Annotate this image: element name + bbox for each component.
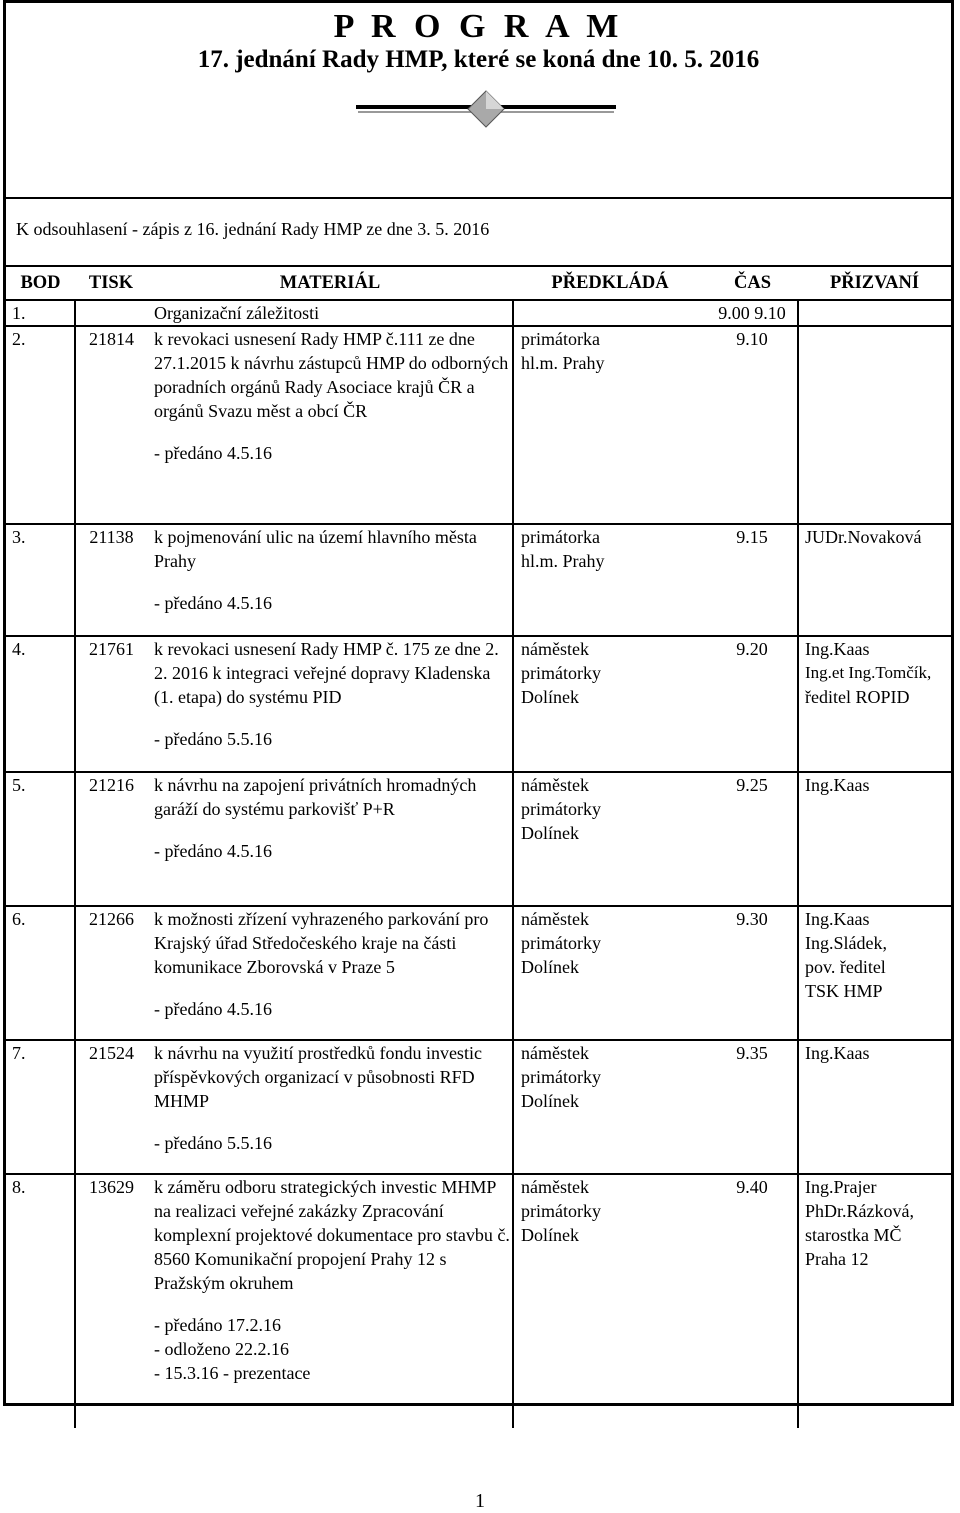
program-frame (3, 0, 954, 1406)
row-presenter: náměstek (521, 1177, 589, 1197)
row-presenter-org: primátorky (521, 1067, 601, 1087)
row-cas: 9.35 (707, 1040, 798, 1174)
row-invited: Ing.Prajer (805, 1177, 877, 1197)
row-handover-note: - předáno 5.5.16 (154, 729, 272, 749)
row-bod: 8. (6, 1174, 75, 1428)
row-cas: 9.15 (707, 524, 798, 636)
divider-ornament-icon (351, 89, 621, 133)
row-bod: 2. (6, 326, 75, 524)
row-invited-4: Praha 12 (805, 1249, 869, 1269)
row-material: k možnosti zřízení vyhrazeného parkování pro Krajský úřad Středočeského kraje na části komunikace Zborovská v Praze 5 (154, 909, 489, 977)
row-handover-note: - předáno 4.5.16 (154, 443, 272, 463)
row-tisk: 21814 (75, 326, 147, 524)
row-tisk: 21216 (75, 772, 147, 906)
row-material: k pojmenování ulic na území hlavního města Prahy (154, 527, 477, 571)
row-material: k záměru odboru strategických investic MHMP na realizaci veřejné zakázky Zpracování komplexní projektové dokumentace pro stavbu č. 8560 Komunikační propojení Prahy 12 s Pražským okruhem (154, 1177, 510, 1293)
program-table (6, 265, 951, 1428)
page-number: 1 (475, 1490, 485, 1512)
row-invited-2: Ing.Sládek, (805, 933, 887, 953)
row-presenter-name: Dolínek (521, 1091, 579, 1111)
row-invited-3: starostka MČ (805, 1225, 902, 1245)
table-row (6, 524, 951, 636)
row-presenter: primátorka (521, 329, 600, 349)
row-presenter: primátorka (521, 527, 600, 547)
row-tisk: 13629 (75, 1174, 147, 1428)
row-bod: 3. (6, 524, 75, 636)
row-tisk: 21138 (75, 524, 147, 636)
table-row (6, 300, 951, 326)
col-header-bod: BOD (6, 266, 75, 300)
table-row (6, 772, 951, 906)
row-material: k návrhu na využití prostředků fondu investic příspěvkových organizací v působnosti RFD MHMP (154, 1043, 482, 1111)
row-bod: 5. (6, 772, 75, 906)
row-presenter-org: primátorky (521, 663, 601, 683)
row-presenter-name: Dolínek (521, 823, 579, 843)
page-subtitle: 17. jednání Rady HMP, které se koná dne 10. 5. 2016 (197, 46, 760, 73)
approval-note: K odsouhlasení - zápis z 16. jednání Rady HMP ze dne 3. 5. 2016 (16, 219, 490, 239)
row-invited: Ing.Kaas (798, 1040, 951, 1174)
row-bod: 7. (6, 1040, 75, 1174)
row-invited-4: TSK HMP (805, 981, 883, 1001)
col-header-predklada: PŘEDKLÁDÁ (513, 266, 707, 300)
row-cas: 9.00 9.10 (718, 303, 786, 323)
row-material: k revokaci usnesení Rady HMP č. 175 ze dne 2. 2. 2016 k integraci veřejné dopravy Kladenska (1. etapa) do systému PID (154, 639, 499, 707)
row-cas: 9.20 (707, 636, 798, 772)
row-handover-note: - předáno 4.5.16 (154, 593, 272, 613)
header-box (6, 3, 951, 199)
row-cas: 9.10 (707, 326, 798, 524)
row-postponed-note: - odloženo 22.2.16 (154, 1339, 289, 1359)
row-invited (798, 326, 951, 524)
row-cas: 9.40 (707, 1174, 798, 1428)
table-row (6, 1174, 951, 1428)
col-header-prizvani: PŘIZVANÍ (798, 266, 951, 300)
row-material: k revokaci usnesení Rady HMP č.111 ze dne 27.1.2015 k návrhu zástupců HMP do odborných poradních orgánů Rady Asociace krajů ČR a orgánů Svazu měst a obcí ČR (154, 329, 509, 421)
row-presenter-org: hl.m. Prahy (521, 551, 605, 571)
row-invited-2: Ing.et Ing.Tomčík, (805, 663, 932, 682)
page-title: P R O G R A M (333, 8, 624, 45)
row-cas: 9.25 (707, 772, 798, 906)
row-bod: 4. (6, 636, 75, 772)
row-material: Organizační záležitosti (154, 303, 320, 323)
row-presenter: náměstek (521, 909, 589, 929)
row-invited: Ing.Kaas (798, 772, 951, 906)
table-row (6, 1040, 951, 1174)
row-presentation-note: - 15.3.16 - prezentace (154, 1363, 311, 1383)
col-header-material: MATERIÁL (147, 266, 513, 300)
row-presenter-org: primátorky (521, 933, 601, 953)
row-cas: 9.30 (707, 906, 798, 1040)
row-material: k návrhu na zapojení privátních hromadných garáží do systému parkovišť P+R (154, 775, 477, 819)
row-invited: JUDr.Novaková (798, 524, 951, 636)
row-invited-3: ředitel ROPID (805, 687, 910, 707)
row-bod: 6. (6, 906, 75, 1040)
table-header-row (6, 266, 951, 300)
row-invited-2: PhDr.Rázková, (805, 1201, 914, 1221)
row-presenter-org: primátorky (521, 1201, 601, 1221)
row-presenter-name: Dolínek (521, 957, 579, 977)
table-row (6, 326, 951, 524)
row-handover-note: - předáno 4.5.16 (154, 999, 272, 1019)
row-presenter-name: Dolínek (521, 687, 579, 707)
row-presenter: náměstek (521, 639, 589, 659)
row-handover-note: - předáno 5.5.16 (154, 1133, 272, 1153)
row-presenter-org: primátorky (521, 799, 601, 819)
row-handover-note: - předáno 4.5.16 (154, 841, 272, 861)
col-header-tisk: TISK (75, 266, 147, 300)
row-tisk: 21761 (75, 636, 147, 772)
table-row (6, 636, 951, 772)
row-presenter-name: Dolínek (521, 1225, 579, 1245)
row-invited-3: pov. ředitel (805, 957, 886, 977)
row-presenter: náměstek (521, 775, 589, 795)
col-header-cas: ČAS (707, 266, 798, 300)
row-invited: Ing.Kaas (805, 909, 870, 929)
row-handover-note: - předáno 17.2.16 (154, 1315, 281, 1335)
row-tisk: 21524 (75, 1040, 147, 1174)
row-presenter: náměstek (521, 1043, 589, 1063)
row-invited: Ing.Kaas (805, 639, 870, 659)
row-presenter-org: hl.m. Prahy (521, 353, 605, 373)
table-row (6, 906, 951, 1040)
row-bod: 1. (12, 303, 26, 323)
row-tisk: 21266 (75, 906, 147, 1040)
